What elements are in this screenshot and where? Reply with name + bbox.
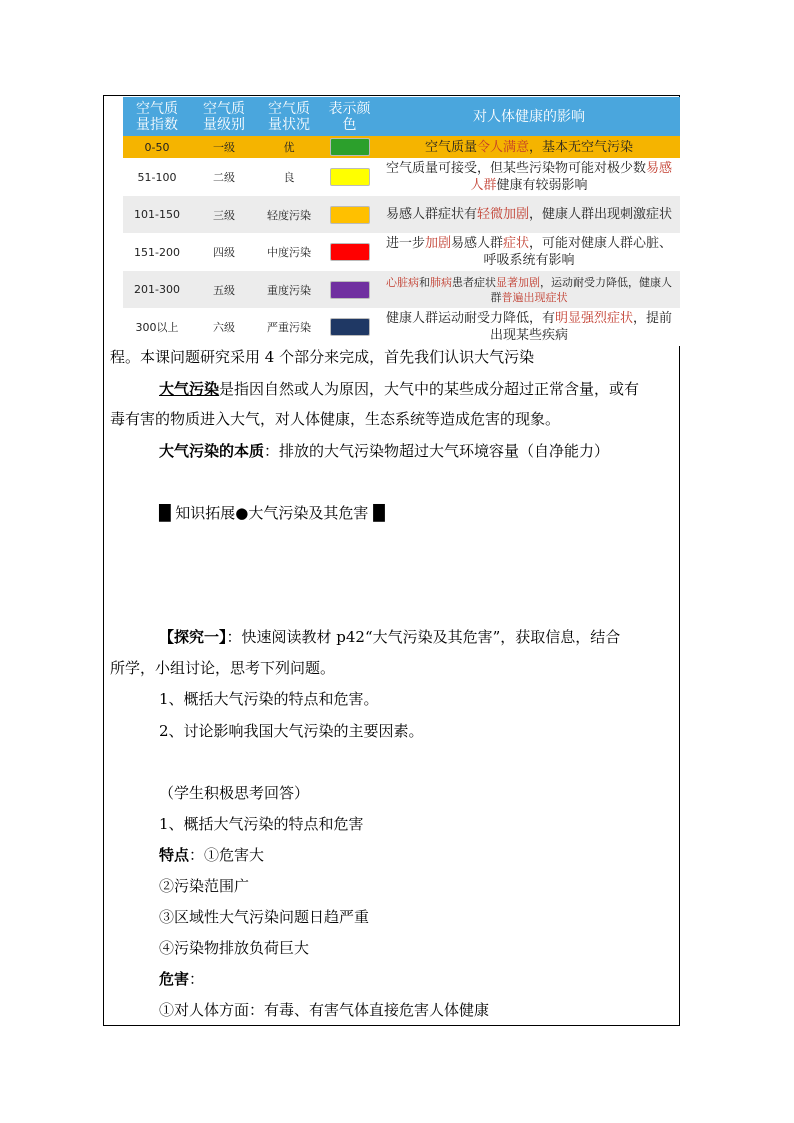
health-effect: 空气质量可接受，但某些污染物可能对极少数易感人群健康有较弱影响 xyxy=(378,158,680,196)
aqi-level: 五级 xyxy=(191,271,257,308)
header-aqi-status: 空气质 量状况 xyxy=(257,97,321,136)
aqi-index: 201-300 xyxy=(123,271,191,308)
explore-line-1 xyxy=(159,627,620,647)
harm-term: 危害 xyxy=(159,970,190,988)
aqi-table xyxy=(123,97,680,346)
aqi-level: 三级 xyxy=(191,196,257,233)
table-row xyxy=(123,136,680,158)
table-row xyxy=(123,196,680,233)
aqi-status: 轻度污染 xyxy=(257,196,321,233)
harm-1: ①对人体方面：有毒、有害气体直接危害人体健康 xyxy=(159,1001,490,1019)
answer-note: （学生积极思考回答） xyxy=(159,784,310,802)
aqi-color-cell xyxy=(321,136,378,158)
definition-line-1 xyxy=(159,379,639,399)
answer-title: 1、概括大气污染的特点和危害 xyxy=(159,815,364,833)
color-swatch xyxy=(330,138,370,156)
aqi-color-cell xyxy=(321,308,378,346)
aqi-level: 六级 xyxy=(191,308,257,346)
table-row xyxy=(123,233,680,271)
aqi-level: 二级 xyxy=(191,158,257,196)
header-color: 表示颜 色 xyxy=(321,97,378,136)
aqi-level: 四级 xyxy=(191,233,257,271)
color-swatch xyxy=(330,243,370,261)
color-swatch xyxy=(330,281,370,299)
definition-line-2: 毒有害的物质进入大气，对人体健康，生态系统等造成危害的现象。 xyxy=(110,410,561,428)
header-health-effect: 对人体健康的影响 xyxy=(378,97,680,136)
feature-4: ④污染物排放负荷巨大 xyxy=(159,939,310,957)
health-effect: 易感人群症状有轻微加剧，健康人群出现刺激症状 xyxy=(378,196,680,233)
explore-body-1: ：快速阅读教材 p42“大气污染及其危害”，获取信息，结合 xyxy=(226,628,621,646)
explore-term: 【探究一】 xyxy=(159,628,227,646)
essence-term: 大气污染的本质 xyxy=(159,442,265,460)
definition-body-1: 是指因自然或人为原因，大气中的某些成分超过正常含量，或有 xyxy=(219,380,640,398)
aqi-index: 300以上 xyxy=(123,308,191,346)
aqi-color-cell xyxy=(321,271,378,308)
aqi-level: 一级 xyxy=(191,136,257,158)
table-row xyxy=(123,158,680,196)
aqi-index: 0-50 xyxy=(123,136,191,158)
essence-body: ：排放的大气污染物超过大气环境容量（自净能力） xyxy=(264,442,610,460)
aqi-header-row xyxy=(123,97,680,136)
aqi-index: 101-150 xyxy=(123,196,191,233)
color-swatch xyxy=(330,318,370,336)
feature-1: ：①危害大 xyxy=(189,846,265,864)
question-1: 1、概括大气污染的特点和危害。 xyxy=(159,690,379,708)
health-effect: 空气质量令人满意，基本无空气污染 xyxy=(378,136,680,158)
color-swatch xyxy=(330,206,370,224)
question-2: 2、讨论影响我国大气污染的主要因素。 xyxy=(159,722,424,740)
feature-3: ③区域性大气污染问题日趋严重 xyxy=(159,908,370,926)
aqi-index: 151-200 xyxy=(123,233,191,271)
health-effect: 心脏病和肺病患者症状显著加剧，运动耐受力降低，健康人群普遍出现症状 xyxy=(378,271,680,308)
aqi-color-cell xyxy=(321,158,378,196)
knowledge-expand-title: █ 知识拓展●大气污染及其危害 █ xyxy=(159,504,385,522)
color-swatch xyxy=(330,168,370,186)
table-row xyxy=(123,308,680,346)
table-row xyxy=(123,271,680,308)
feature-2: ②污染范围广 xyxy=(159,877,250,895)
aqi-status: 优 xyxy=(257,136,321,158)
aqi-color-cell xyxy=(321,196,378,233)
harm-line: 危害： xyxy=(159,970,205,988)
aqi-index: 51-100 xyxy=(123,158,191,196)
aqi-color-cell xyxy=(321,233,378,271)
health-effect: 进一步加剧易感人群症状，可能对健康人群心脏、呼吸系统有影响 xyxy=(378,233,680,271)
features-line xyxy=(159,845,264,865)
header-aqi-index: 空气质 量指数 xyxy=(123,97,191,136)
header-aqi-level: 空气质 量级别 xyxy=(191,97,257,136)
essence-line xyxy=(159,441,609,461)
intro-line: 程。本课问题研究采用 4 个部分来完成，首先我们认识大气污染 xyxy=(110,348,535,366)
health-effect: 健康人群运动耐受力降低，有明显强烈症状，提前出现某些疾病 xyxy=(378,308,680,346)
features-term: 特点 xyxy=(159,846,190,864)
definition-term: 大气污染 xyxy=(159,380,220,398)
explore-line-2: 所学，小组讨论，思考下列问题。 xyxy=(110,659,336,677)
aqi-status: 中度污染 xyxy=(257,233,321,271)
aqi-status: 良 xyxy=(257,158,321,196)
aqi-status: 重度污染 xyxy=(257,271,321,308)
aqi-status: 严重污染 xyxy=(257,308,321,346)
